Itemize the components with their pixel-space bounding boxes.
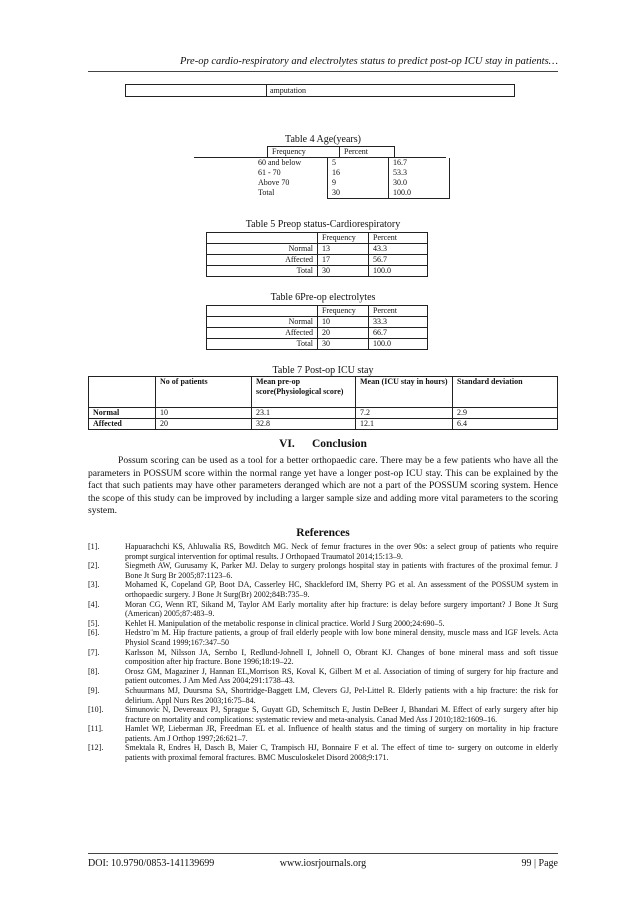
table4-body xyxy=(254,158,450,199)
table-cell: Above 70 xyxy=(258,178,290,187)
table-cell: 30 xyxy=(328,188,389,199)
table4-rule xyxy=(194,157,446,158)
table-cell: Affected xyxy=(207,328,318,339)
table-cell: Percent xyxy=(340,147,395,158)
reference-text: Karlsson M, Nilsson JA, Sernbo I, Redlund-Johnell I, Johnell O, Obrant KJ. Changes of bone mineral mass and soft tissue composition after hip fracture. Bone 1996;18:19–22. xyxy=(125,647,558,667)
table5-caption: Table 5 Preop status-Cardiorespiratory xyxy=(245,219,401,230)
table7-caption: Table 7 Post-op ICU stay xyxy=(272,365,374,376)
table-cell: 10 xyxy=(156,408,252,419)
table-cell: Affected xyxy=(89,419,156,430)
table-header-row xyxy=(89,377,558,408)
table-cell: 53.3 xyxy=(389,168,450,178)
table-cell: 43.3 xyxy=(369,244,428,255)
reference-item xyxy=(88,580,558,599)
reference-number: [4]. xyxy=(88,599,100,609)
table-row xyxy=(207,244,428,255)
table-cell: 6.4 xyxy=(453,419,558,430)
table-cell: 20 xyxy=(318,328,369,339)
table-header-row xyxy=(207,306,428,317)
table-cell: 23.1 xyxy=(252,408,356,419)
table-cell: 12.1 xyxy=(356,419,453,430)
reference-text: Orosz GM, Magaziner J, Hannan EL,Morrison RS, Koval K, Gilbert M et al. Association of timing of surgery for hip fracture and patient outcomes. J Am Med Ass 2004;291:1738–43. xyxy=(125,666,558,686)
table6 xyxy=(206,305,428,350)
table-row xyxy=(254,158,450,168)
reference-text: Simunovic N, Devereaux PJ, Sprague S, Guyatt GD, Schemitsch E, Justin DeBeer J, Bhandari M. Effect of early surgery after hip fracture on mortality and complications: systematic review and meta-analysis. Canad Med Ass J 2010;182:1609–16. xyxy=(125,705,558,724)
table-cell: Normal xyxy=(89,408,156,419)
reference-number: [5]. xyxy=(88,618,100,628)
table-cell: 30.0 xyxy=(389,178,450,188)
reference-text: Mohamed K, Copeland GP, Boot DA, Casserley HC, Shackleford IM, Sherry PG et al. An assessment of the POSSUM system in orthopaedic surgery. J Bone Jt Surg(Br) 2002;84B:735–9. xyxy=(125,580,558,599)
table-row xyxy=(254,168,450,178)
table-cell: 100.0 xyxy=(389,188,450,199)
table-cell: Frequency xyxy=(318,233,369,244)
reference-list xyxy=(88,542,558,763)
table-cell: 2.9 xyxy=(453,408,558,419)
footer-site: www.iosrjournals.org xyxy=(279,858,367,869)
reference-item xyxy=(88,561,558,580)
table-cell: 66.7 xyxy=(369,328,428,339)
reference-item xyxy=(88,667,558,686)
table-cell: 16 xyxy=(328,168,389,178)
table-cell xyxy=(207,306,318,317)
table-cell: 16.7 xyxy=(389,158,450,168)
running-header: Pre-op cardio-respiratory and electrolytes status to predict post-op ICU stay in patients… xyxy=(179,56,558,67)
table-cell: 10 xyxy=(318,317,369,328)
table-cell: 100.0 xyxy=(369,339,428,350)
table-cell: Total xyxy=(258,188,275,197)
table-cell: 100.0 xyxy=(369,266,428,277)
table-cell: Normal xyxy=(207,317,318,328)
table4-caption: Table 4 Age(years) xyxy=(285,134,361,145)
table6-caption: Table 6Pre-op electrolytes xyxy=(270,292,376,303)
table-header-row xyxy=(194,147,395,158)
reference-number: [2]. xyxy=(88,561,100,571)
reference-text: Hapuarachchi KS, Ahluwalia RS, Bowditch MG. Neck of femur fractures in the over 90s: a select group of patients who require prompt surgical intervention for optimal results. J Orthopaed Traumatol 2014;15:13–9. xyxy=(125,542,558,561)
footer-page: 99 | Page xyxy=(521,858,558,869)
table-row xyxy=(254,178,450,188)
table-row xyxy=(89,419,558,430)
table-cell: Percent xyxy=(369,306,428,317)
table-cell: Total xyxy=(207,339,318,350)
table-cell: Normal xyxy=(207,244,318,255)
reference-text: Hamlet WP, Lieberman JR, Freedman EL et al. Influence of health status and the timing of surgery on mortality in hip fracture patients. Am J Orthop 1997;26:621–7. xyxy=(125,724,558,743)
table-cell: Frequency xyxy=(318,306,369,317)
table-row xyxy=(207,339,428,350)
table-cell: 7.2 xyxy=(356,408,453,419)
table-cell: 60 and below xyxy=(258,158,302,167)
table-cell xyxy=(89,377,156,408)
table-cell: Frequency xyxy=(268,147,340,158)
table-cell: Percent xyxy=(369,233,428,244)
table-row xyxy=(254,188,450,199)
references-heading: References xyxy=(296,527,350,539)
reference-number: [9]. xyxy=(88,685,100,695)
table-cell: 56.7 xyxy=(369,255,428,266)
header-rule xyxy=(88,71,558,72)
reference-number: [3]. xyxy=(88,580,100,590)
reference-number: [11]. xyxy=(88,724,104,734)
reference-text: Smektala R, Endres H, Dasch B, Maier C, Trampisch HJ, Bonnaire F et al. The effect of time to- surgery on outcome in elderly patients with proximal femoral fractures. BMC Musculoskelet Disord 2008;9:171. xyxy=(125,743,558,763)
reference-number: [1]. xyxy=(88,542,100,551)
table-cell: No of patients xyxy=(156,377,252,408)
reference-text: Hedstro¨m M. Hip fracture patients, a group of frail elderly people with low bone mineral density, muscle mass and IGF levels. Acta Physiol Scand 1999;167:347–50 xyxy=(125,628,558,647)
table-row xyxy=(207,317,428,328)
table-cell: 13 xyxy=(318,244,369,255)
table-cell: Standard deviation xyxy=(453,377,558,408)
reference-number: [6]. xyxy=(88,628,100,638)
reference-item xyxy=(88,628,558,647)
conclusion-text: Possum scoring can be used as a tool for a better orthopaedic care. There may be a few patients who have all the parameters in POSSUM score within the normal range yet have a longer post-op ICU stay. This can be explained by the fact that such patients may have other parameters deranged which are not a part of the POSSUM scoring system. Hence the scope of this study can be improved by including a larger sample size and adding more vital parameters to the scoring system. xyxy=(88,455,558,517)
table-header-row xyxy=(207,233,428,244)
table5 xyxy=(206,232,428,277)
table-cell: 30 xyxy=(318,339,369,350)
table-row xyxy=(207,255,428,266)
reference-item xyxy=(88,619,558,629)
table-cell: 30 xyxy=(318,266,369,277)
reference-number: [7]. xyxy=(88,647,100,657)
top-table-cell: amputation xyxy=(270,86,306,95)
reference-number: [10]. xyxy=(88,705,104,715)
table-cell: Mean pre-op score(Physiological score) xyxy=(252,377,356,408)
table-cell: Affected xyxy=(207,255,318,266)
reference-item xyxy=(88,648,558,667)
table-cell: 33.3 xyxy=(369,317,428,328)
reference-text: Kehlet H. Manipulation of the metabolic response in clinical practice. World J Surg 2000;24:690–5. xyxy=(125,618,445,628)
reference-number: [12]. xyxy=(88,743,104,753)
table-row xyxy=(207,266,428,277)
reference-text: Moran CG, Wenn RT, Sikand M, Taylor AM Early mortality after hip fracture: is delay before surgery important? J Bone Jt Surg (American) 2005;87:483–9. xyxy=(125,599,558,619)
reference-item xyxy=(88,600,558,619)
table-cell: 17 xyxy=(318,255,369,266)
table-cell: 20 xyxy=(156,419,252,430)
table-cell xyxy=(194,147,268,158)
table-row xyxy=(207,328,428,339)
table-cell: 61 - 70 xyxy=(258,168,281,177)
reference-item xyxy=(88,743,558,762)
reference-item xyxy=(88,542,558,561)
reference-item xyxy=(88,686,558,705)
reference-text: Schuurmans MJ, Duursma SA, Shortridge-Baggett LM, Clevers GJ, Pel-Littel R. Elderly patients with a hip fracture: the risk for delirium. Appl Nurs Res 2003;16:75–84. xyxy=(125,685,558,705)
top-table-fragment xyxy=(125,84,515,97)
reference-text: Siegmeth AW, Gurusamy K, Parker MJ. Delay to surgery prolongs hospital stay in patients with fractures of the proximal femur. J Bone Jt Surg Br 2005;87:1123–6. xyxy=(125,561,558,580)
reference-number: [8]. xyxy=(88,666,100,676)
reference-item xyxy=(88,724,558,743)
table-cell xyxy=(207,233,318,244)
footer-doi: DOI: 10.9790/0853-141139699 xyxy=(88,858,215,869)
table-cell: Total xyxy=(207,266,318,277)
table-cell: Mean (ICU stay in hours) xyxy=(356,377,453,408)
table-cell: 5 xyxy=(328,158,389,168)
table-cell: 9 xyxy=(328,178,389,188)
table7 xyxy=(88,376,558,430)
footer-rule xyxy=(88,853,558,854)
reference-item xyxy=(88,705,558,724)
table-cell: 32.8 xyxy=(252,419,356,430)
conclusion-heading: VI. Conclusion xyxy=(279,438,367,450)
table-row xyxy=(89,408,558,419)
